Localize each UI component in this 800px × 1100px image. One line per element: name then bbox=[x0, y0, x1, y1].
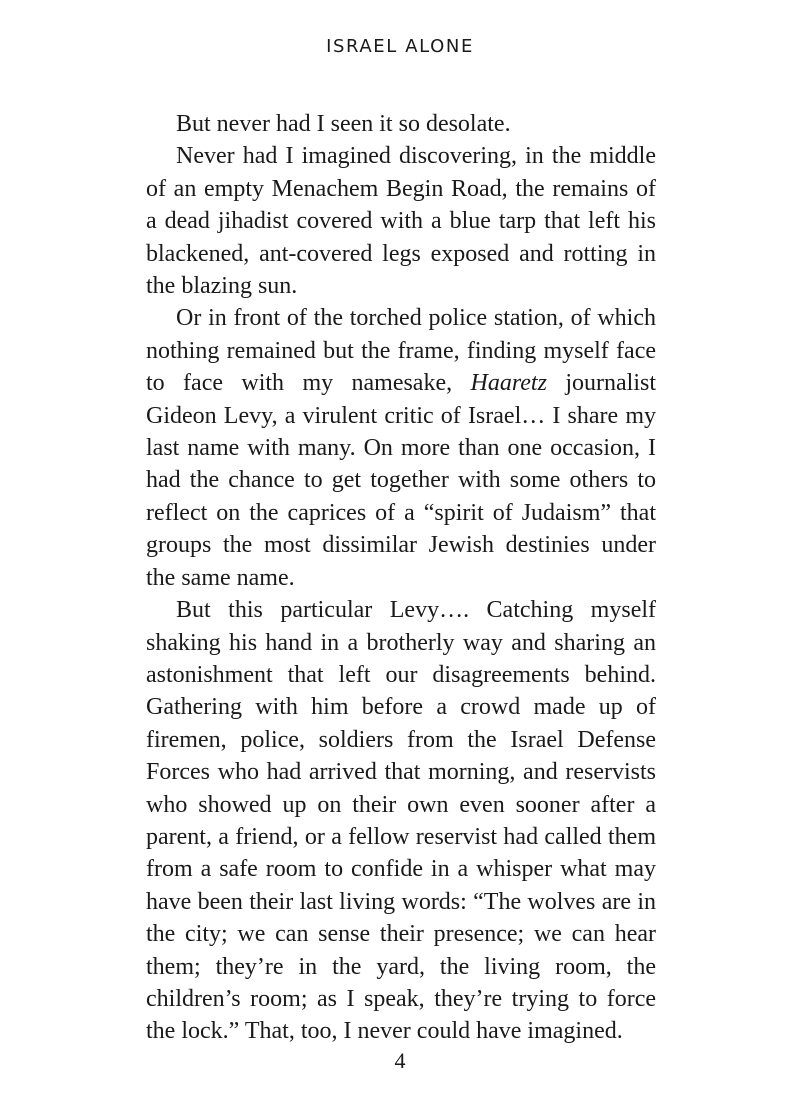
paragraph-text: journalist Gideon Levy, a virulent critic of Israel… I share my last name with many. On more than one occasion, I had the chance to get together with some others to reflect on the caprices of a “spirit of Judaism” that groups the most dissimilar Jewish destinies under the same name. bbox=[146, 370, 656, 591]
paragraph-text: Or in front of the torched police station, of which nothing remained but the frame, finding myself face to face with my namesake, bbox=[146, 305, 656, 397]
paragraph: But this particular Levy…. Catching myself shaking his hand in a brotherly way and sharing an astonishment that left our disagreements behind. Gathering with him before a crowd made up of firemen, police, soldiers from the Israel Defense Forces who had arrived that morning, and reservists who showed up on their own even sooner after a parent, a friend, or a fellow reservist had called them from a safe room to confide in a whisper what may have been their last living words: “The wolves are in the city; we can sense their presence; we can hear them; they’re in the yard, the living room, the children’s room; as I speak, they’re trying to force the lock.” That, too, I never could have imagined. bbox=[146, 597, 656, 1045]
paragraph bbox=[146, 302, 656, 594]
paragraph: Never had I imagined discovering, in the middle of an empty Menachem Begin Road, the remains of a dead jihadist covered with a blue tarp that left his blackened, ant-covered legs exposed and rotting in the blazing sun. bbox=[146, 143, 656, 300]
paragraph: But never had I seen it so desolate. bbox=[176, 111, 511, 137]
body-text bbox=[146, 108, 656, 1048]
page-number: 4 bbox=[394, 1048, 406, 1073]
newspaper-name: Haaretz bbox=[470, 370, 547, 397]
running-head: ISRAEL ALONE bbox=[326, 36, 474, 57]
